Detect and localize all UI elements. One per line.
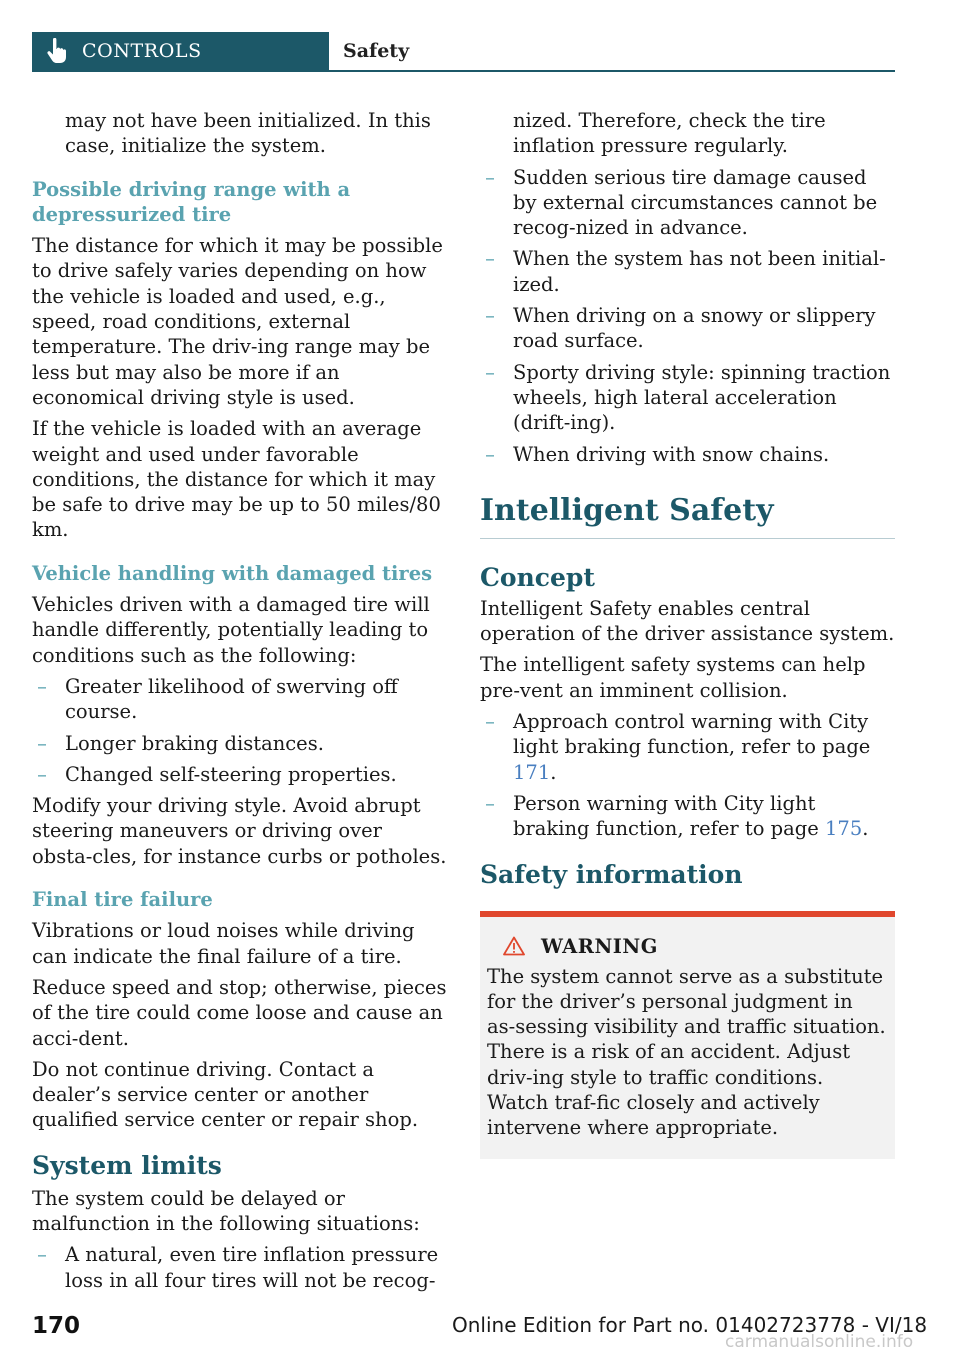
dash-marker: – (485, 165, 495, 189)
list-item (480, 303, 895, 354)
dash-marker: – (37, 731, 47, 755)
list-item (480, 791, 895, 842)
list-item (32, 1242, 447, 1293)
warning-triangle-icon (503, 936, 525, 956)
list-item (480, 360, 895, 436)
system-limits-paragraph: The system could be delayed or malfunction in the following situations: (32, 1186, 420, 1235)
heading-vehicle-handling: Vehicle handling with damaged tires (32, 561, 433, 585)
list-item (32, 762, 447, 787)
system-limits-list-start (32, 1242, 447, 1293)
dash-marker: – (37, 762, 47, 786)
list-item (32, 731, 447, 756)
concept-paragraph-2: The intelligent safety systems can help pre-vent an imminent collision. (480, 653, 866, 702)
dash-marker: – (485, 710, 495, 734)
page-link-171[interactable]: 171 (513, 760, 551, 784)
tire-failure-paragraph-1: Vibrations or loud noises while driving can indicate the final failure of a tire. (32, 919, 415, 968)
list-item-text: When driving on a snowy or slippery road surface. (513, 304, 876, 353)
list-item-text: A natural, even tire inflation pressure loss in all four tires will not be recog- (65, 1243, 439, 1292)
warning-label: WARNING (541, 934, 658, 958)
dash-marker: – (485, 791, 495, 815)
continued-list-text: nized. Therefore, check the tire inflation pressure regularly. (513, 109, 826, 158)
driving-range-paragraph-2: If the vehicle is loaded with an average weight and used under favorable conditions, the distance for which it may be safe to drive may be up to 50 miles/80 km. (32, 417, 441, 542)
concept-list (480, 709, 895, 841)
continued-paragraph: may not have been initialized. In this case, initialize the system. (65, 109, 431, 158)
heading-system-limits: System limits (32, 1150, 222, 1180)
dash-marker: – (485, 442, 495, 466)
warning-text: The system cannot serve as a substitute for the driver’s personal judgment in as-sessing visibility and traffic situation. There is a risk of an accident. Adjust driv-ing style to traffic conditions. Watch traf-fic closely and actively intervene where appropriate. (487, 964, 886, 1140)
list-item-text: Sporty driving style: spinning traction wheels, high lateral acceleration (drift-ing). (513, 360, 891, 435)
right-column (480, 108, 895, 1159)
watermark: carmanualsonline.info (725, 1332, 914, 1352)
driving-range-paragraph-1: The distance for which it may be possible to drive safely varies depending on how the vehicle is loaded and used, e.g., speed, road conditions, external temperature. The driv-ing range may be less but may also be more if an economical driving style is used. (32, 234, 443, 409)
heading-concept: Concept (480, 562, 595, 592)
list-item-text: Person warning with City light braking function, refer to page (513, 791, 825, 841)
list-item-text: Approach control warning with City light braking function, refer to page (513, 710, 871, 759)
modify-style-paragraph: Modify your driving style. Avoid abrupt steering maneuvers or driving over obsta-cles, for instance curbs or potholes. (32, 794, 447, 868)
list-item-text: Changed self-steering properties. (65, 762, 397, 786)
dash-marker: – (485, 360, 495, 384)
chapter-tab (32, 32, 329, 70)
chapter-label: CONTROLS (82, 40, 202, 62)
dash-marker: – (485, 247, 495, 271)
period: . (550, 760, 557, 784)
list-item (480, 165, 895, 241)
heading-driving-range: Possible driving range with a depressurized tire (32, 177, 351, 226)
list-item (480, 442, 895, 467)
page-number: 170 (32, 1313, 81, 1339)
vehicle-handling-paragraph: Vehicles driven with a damaged tire will handle differently, potentially leading to conditions such as the following: (32, 593, 430, 667)
handling-list (32, 674, 447, 787)
hand-pointer-icon (46, 38, 66, 64)
edition-text: Online Edition for Part no. 01402723778 - VI/18 (452, 1313, 928, 1337)
heading-final-tire-failure: Final tire failure (32, 888, 213, 912)
left-column (32, 108, 447, 1299)
warning-title (487, 935, 887, 958)
page-link-175[interactable]: 175 (825, 817, 863, 841)
dash-marker: – (485, 304, 495, 328)
section-title: Safety (343, 40, 410, 62)
tire-failure-paragraph-2: Reduce speed and stop; otherwise, pieces of the tire could come loose and cause an acci-dent. (32, 975, 447, 1050)
list-item (480, 246, 895, 297)
dash-marker: – (37, 674, 47, 698)
page-header (32, 32, 895, 72)
system-limits-list (480, 165, 895, 467)
list-item-text: Longer braking distances. (65, 731, 324, 755)
concept-paragraph-1: Intelligent Safety enables central operation of the driver assistance system. (480, 596, 895, 646)
tire-failure-paragraph-3: Do not continue driving. Contact a dealer’s service center or another qualified service center or repair shop. (32, 1057, 419, 1132)
warning-box (480, 911, 895, 1159)
list-item-text: Sudden serious tire damage caused by external circumstances cannot be recog-nized in advance. (513, 165, 878, 240)
heading-safety-information: Safety information (480, 859, 743, 889)
list-item-text: When driving with snow chains. (513, 442, 830, 466)
heading-intelligent-safety: Intelligent Safety (480, 493, 895, 539)
list-item (480, 709, 895, 785)
period: . (862, 817, 869, 841)
list-item (32, 674, 447, 725)
dash-marker: – (37, 1243, 47, 1267)
list-item-text: Greater likelihood of swerving off course. (65, 674, 398, 724)
list-item-text: When the system has not been initial-ized. (513, 247, 886, 296)
